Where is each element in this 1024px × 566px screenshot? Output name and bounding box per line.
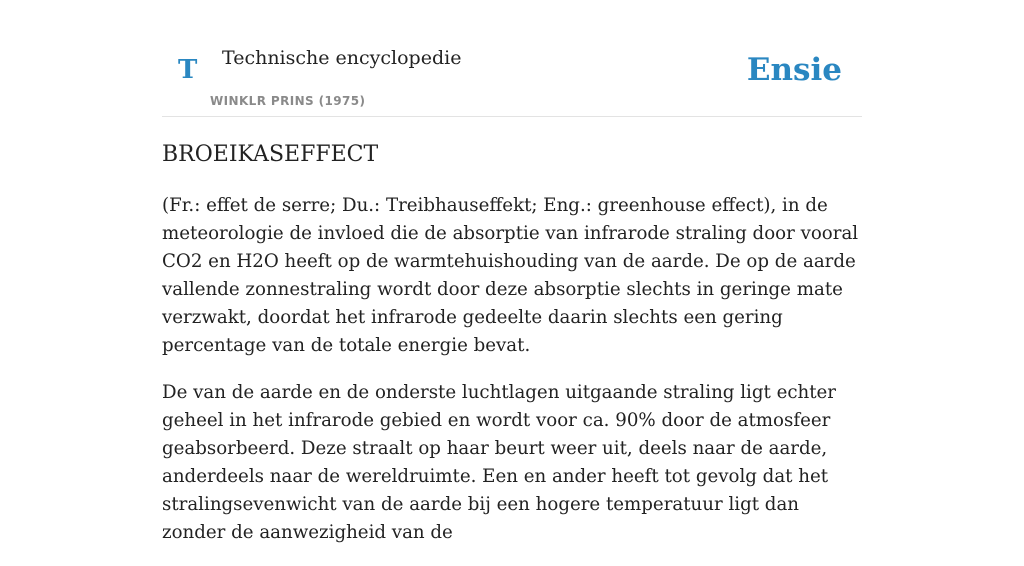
article-paragraph: (Fr.: effet de serre; Du.: Treibhauseffekt; Eng.: greenhouse effect), in de meteorologie de invloed die de absorptie van infrarode straling door vooral CO2 en H2O heeft op de warmtehuishouding van de aarde. De op de aarde vallende zonnestraling wordt door deze absorptie slechts in geringe mate verzwakt, doordat het infrarode gedeelte daarin slechts een gering percentage van de totale energie bevat.	[162, 195, 859, 356]
article-paragraph: De van de aarde en de onderste luchtlagen uitgaande straling ligt echter geheel in het infrarode gebied en wordt voor ca. 90% door de atmosfeer geabsorbeerd. Deze straalt op haar beurt weer uit, deels naar de aarde, anderdeels naar de wereldruimte. Een en ander heeft tot gevolg dat het stralingsevenwicht van de aarde bij een hogere temperatuur ligt dan zonder de aanwezigheid van de	[162, 382, 837, 543]
header	[162, 0, 862, 117]
source-title[interactable]: Technische encyclopedie	[222, 47, 462, 69]
source-logo-icon[interactable]: T	[178, 55, 198, 85]
source-subtitle: WINKLR PRINS (1975)	[210, 94, 366, 108]
article-body	[162, 192, 862, 566]
article-headword: BROEIKASEFFECT	[162, 142, 379, 167]
brand-logo[interactable]: Ensie	[746, 52, 842, 88]
